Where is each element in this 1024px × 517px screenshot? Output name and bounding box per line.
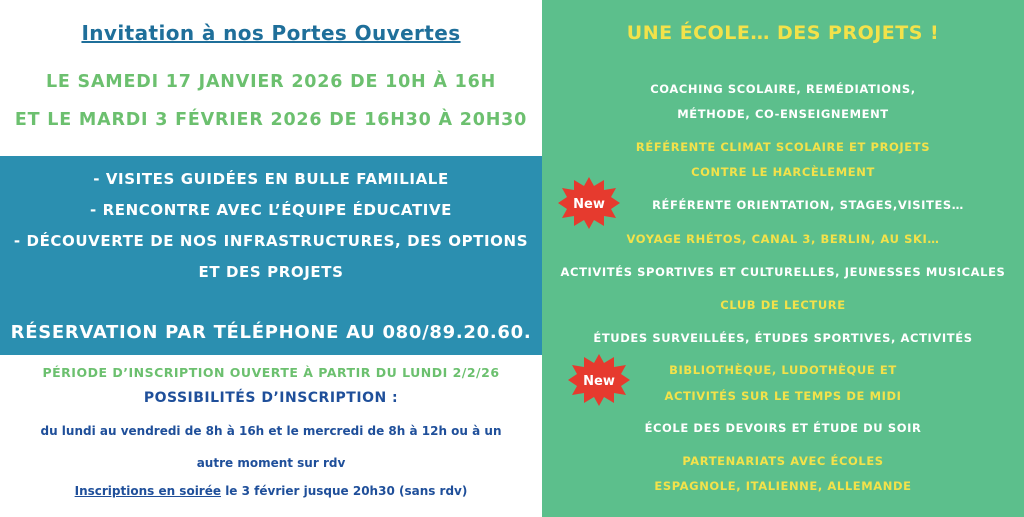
new-badge <box>558 177 620 229</box>
new-badge-label: New <box>583 374 615 389</box>
registration-period: PÉRIODE D’INSCRIPTION OUVERTE À PARTIR DU LUNDI 2/2/26 <box>42 365 500 380</box>
project-item: COACHING SCOLAIRE, REMÉDIATIONS, <box>650 82 916 96</box>
visit-info-band <box>0 156 542 355</box>
project-item: ÉCOLE DES DEVOIRS ET ÉTUDE DU SOIR <box>644 421 922 435</box>
visit-item: - DÉCOUVERTE DE NOS INFRASTRUCTURES, DES OPTIONS <box>13 232 529 250</box>
new-badge-label: New <box>573 197 605 212</box>
project-item: CLUB DE LECTURE <box>720 298 846 312</box>
evening-registration-detail: le 3 février jusque 20h30 (sans rdv) <box>221 484 468 498</box>
registration-hours: du lundi au vendredi de 8h à 16h et le mercredi de 8h à 12h ou à un <box>40 424 502 438</box>
project-item: PARTENARIATS AVEC ÉCOLES <box>682 454 884 468</box>
project-item: BIBLIOTHÈQUE, LUDOTHÈQUE ET <box>669 363 897 377</box>
project-item: ACTIVITÉS SPORTIVES ET CULTURELLES, JEUNESSES MUSICALES <box>560 265 1006 279</box>
evening-registration-link[interactable]: Inscriptions en soirée <box>74 484 222 498</box>
project-item: CONTRE LE HARCÈLEMENT <box>691 165 875 179</box>
project-item: VOYAGE RHÉTOS, CANAL 3, BERLIN, AU SKI… <box>626 232 940 246</box>
project-item: RÉFÉRENTE ORIENTATION, STAGES,VISITES… <box>652 198 964 212</box>
right-panel <box>542 0 1024 517</box>
project-item: ACTIVITÉS SUR LE TEMPS DE MIDI <box>664 389 902 403</box>
visit-item: - RENCONTRE AVEC L’ÉQUIPE ÉDUCATIVE <box>89 201 453 219</box>
starburst-icon <box>568 354 630 406</box>
open-days-header <box>0 0 542 156</box>
visit-item: ET DES PROJETS <box>198 263 344 281</box>
registration-info <box>0 355 542 517</box>
project-item: ÉTUDES SURVEILLÉES, ÉTUDES SPORTIVES, ACTIVITÉS <box>593 331 973 345</box>
invitation-title: Invitation à nos Portes Ouvertes <box>81 21 461 45</box>
reservation-phone: RÉSERVATION PAR TÉLÉPHONE AU 080/89.20.60. <box>10 322 532 343</box>
starburst-icon <box>558 177 620 229</box>
registration-hours-cont: autre moment sur rdv <box>196 456 346 470</box>
project-item: RÉFÉRENTE CLIMAT SCOLAIRE ET PROJETS <box>635 140 931 154</box>
date-tuesday: ET LE MARDI 3 FÉVRIER 2026 DE 16H30 À 20H30 <box>14 110 528 130</box>
project-item: ESPAGNOLE, ITALIENNE, ALLEMANDE <box>654 479 912 493</box>
project-item: MÉTHODE, CO-ENSEIGNEMENT <box>677 107 889 121</box>
date-saturday: LE SAMEDI 17 JANVIER 2026 DE 10H À 16H <box>45 72 497 92</box>
registration-options-heading: POSSIBILITÉS D’INSCRIPTION : <box>143 390 399 406</box>
visit-item: - VISITES GUIDÉES EN BULLE FAMILIALE <box>93 170 449 188</box>
new-badge <box>568 354 630 406</box>
evening-registration <box>0 484 542 498</box>
projects-title: UNE ÉCOLE… DES PROJETS ! <box>626 22 940 44</box>
